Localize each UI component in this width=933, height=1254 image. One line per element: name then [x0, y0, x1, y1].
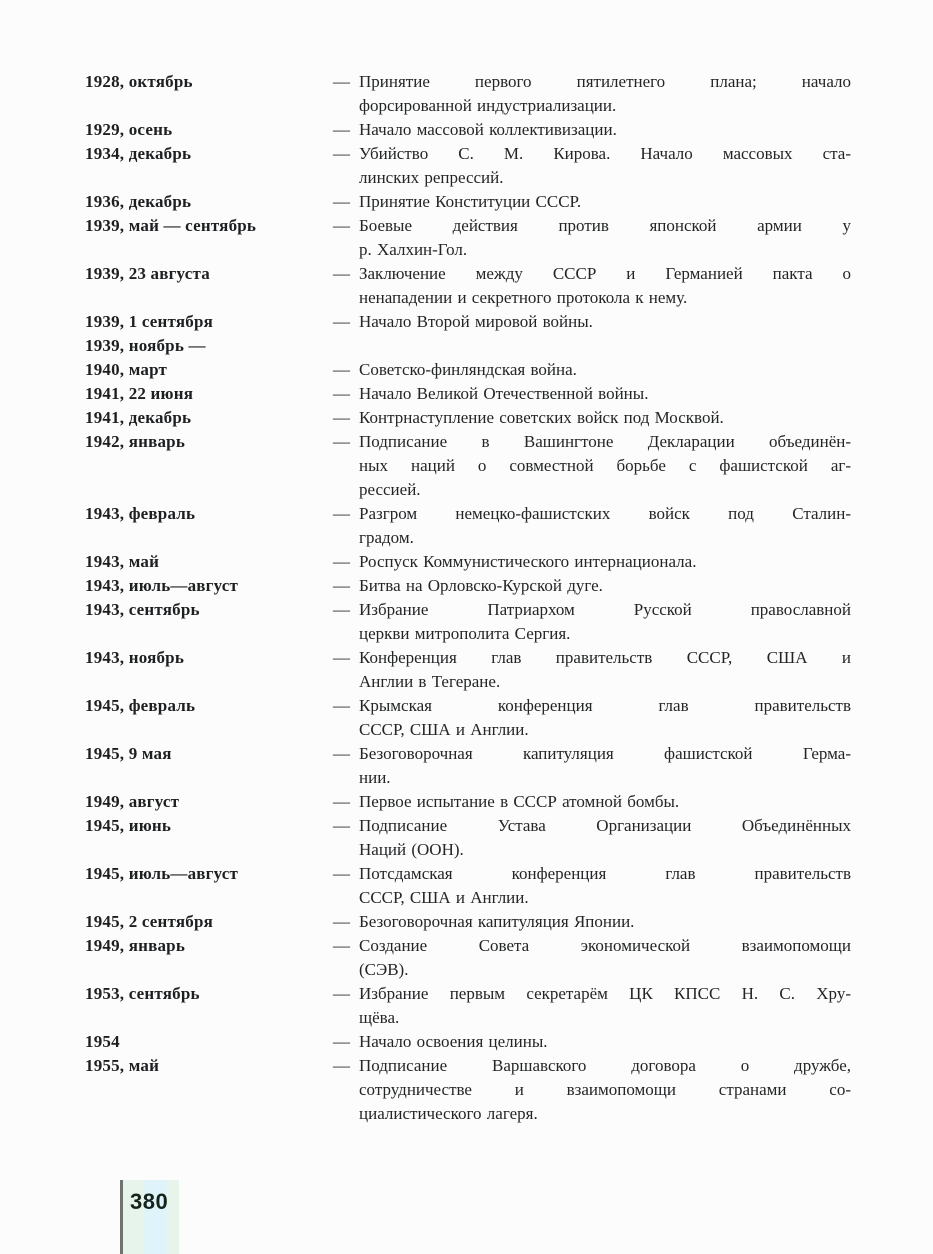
event-line: Англии в Тегеране. — [359, 672, 501, 691]
event-line: Подписание Варшавского договора о дружбе, — [359, 1056, 851, 1075]
entry-dash-separator: — — [333, 816, 350, 835]
entry-date: 1949, январь — [85, 936, 186, 955]
entry-event-text — [359, 910, 851, 934]
entry-dash-separator: — — [333, 120, 350, 139]
event-line: рессией. — [359, 480, 421, 499]
timeline-entry — [85, 358, 851, 382]
entry-event-text — [359, 142, 851, 190]
entry-event-text — [359, 574, 851, 598]
event-line: Боевые действия против японской армии у — [359, 216, 851, 235]
timeline-entry — [85, 310, 851, 334]
event-line: форсированной индустриализации. — [359, 96, 617, 115]
event-line: градом. — [359, 528, 414, 547]
event-line: щёва. — [359, 1008, 400, 1027]
entry-event-text — [359, 406, 851, 430]
entry-event-text — [359, 646, 851, 694]
event-line: Создание Совета экономической взаимопомощи — [359, 936, 851, 955]
timeline-entry — [85, 214, 851, 262]
entry-event-text — [359, 214, 851, 262]
event-line: Разгром немецко-фашистских войск под Сталин- — [359, 504, 851, 523]
event-line: Подписание Устава Организации Объединённых — [359, 816, 851, 835]
entry-date: 1939, май — сентябрь — [85, 216, 257, 235]
event-line: (СЭВ). — [359, 960, 409, 979]
timeline-entry — [85, 550, 851, 574]
entry-date: 1936, декабрь — [85, 192, 192, 211]
timeline-entry — [85, 118, 851, 142]
entry-event-text — [359, 382, 851, 406]
entry-event-text — [359, 190, 851, 214]
entry-dash-separator: — — [333, 408, 350, 427]
entry-dash-separator: — — [333, 216, 350, 235]
entry-event-text — [359, 742, 851, 790]
event-line: ных наций о совместной борьбе с фашистской аг- — [359, 456, 851, 475]
timeline-entry — [85, 814, 851, 862]
entry-date: 1953, сентябрь — [85, 984, 200, 1003]
event-line: Убийство С. М. Кирова. Начало массовых ста- — [359, 144, 851, 163]
entry-dash-separator: — — [333, 1056, 350, 1075]
event-line: Потсдамская конференция глав правительств — [359, 864, 851, 883]
entry-date: 1939, 23 августа — [85, 264, 210, 283]
entry-date: 1941, декабрь — [85, 408, 192, 427]
entry-date: 1955, май — [85, 1056, 160, 1075]
entry-event-text — [359, 502, 851, 550]
entry-event-text — [359, 358, 851, 382]
entry-dash-separator: — — [333, 744, 350, 763]
entry-dash-separator: — — [333, 912, 350, 931]
entry-date: 1943, июль—август — [85, 576, 239, 595]
event-line: р. Халхин-Гол. — [359, 240, 468, 259]
entry-date: 1945, 9 мая — [85, 744, 172, 763]
event-line: Принятие Конституции СССР. — [359, 192, 582, 211]
timeline-entry — [85, 694, 851, 742]
timeline-entry — [85, 646, 851, 694]
entry-dash-separator: — — [333, 312, 350, 331]
timeline-entry — [85, 574, 851, 598]
page-number: 380 — [130, 1189, 169, 1214]
chronology-list — [85, 70, 851, 1126]
entry-date: 1939, ноябрь — — [85, 336, 206, 355]
entry-event-text — [359, 982, 851, 1030]
entry-dash-separator: — — [333, 192, 350, 211]
entry-dash-separator: — — [333, 264, 350, 283]
entry-dash-separator: — — [333, 504, 350, 523]
entry-date: 1943, май — [85, 552, 160, 571]
event-line: линских репрессий. — [359, 168, 504, 187]
entry-event-text — [359, 814, 851, 862]
event-line: Роспуск Коммунистического интернационала. — [359, 552, 697, 571]
event-line: Первое испытание в СССР атомной бомбы. — [359, 792, 680, 811]
entry-date: 1945, июль—август — [85, 864, 239, 883]
event-line: Подписание в Вашингтоне Декларации объединён- — [359, 432, 851, 451]
timeline-entry — [85, 1030, 851, 1054]
timeline-entry — [85, 1054, 851, 1126]
entry-date: 1945, февраль — [85, 696, 196, 715]
entry-dash-separator: — — [333, 72, 350, 91]
event-line: Контрнаступление советских войск под Москвой. — [359, 408, 724, 427]
event-line: Начало массовой коллективизации. — [359, 120, 617, 139]
entry-date: 1943, ноябрь — [85, 648, 185, 667]
timeline-entry — [85, 262, 851, 310]
entry-date: 1945, июнь — [85, 816, 172, 835]
entry-date: 1934, декабрь — [85, 144, 192, 163]
entry-event-text — [359, 430, 851, 502]
entry-event-text — [359, 262, 851, 310]
event-line: Крымская конференция глав правительств — [359, 696, 851, 715]
event-line: Начало освоения целины. — [359, 1032, 548, 1051]
entry-date: 1954 — [85, 1032, 120, 1051]
event-line: Заключение между СССР и Германией пакта о — [359, 264, 851, 283]
entry-date: 1943, февраль — [85, 504, 196, 523]
entry-date: 1949, август — [85, 792, 180, 811]
entry-event-text — [359, 550, 851, 574]
entry-dash-separator: — — [333, 384, 350, 403]
timeline-entry — [85, 790, 851, 814]
entry-event-text — [359, 1030, 851, 1054]
entry-dash-separator: — — [333, 1032, 350, 1051]
entry-event-text — [359, 862, 851, 910]
timeline-entry — [85, 910, 851, 934]
event-line: циалистического лагеря. — [359, 1104, 538, 1123]
entry-dash-separator: — — [333, 792, 350, 811]
timeline-entry — [85, 502, 851, 550]
entry-date: 1939, 1 сентября — [85, 312, 214, 331]
entry-date: 1943, сентябрь — [85, 600, 200, 619]
event-line: сотрудничестве и взаимопомощи странами со- — [359, 1080, 851, 1099]
timeline-entry — [85, 382, 851, 406]
event-line: Безоговорочная капитуляция Японии. — [359, 912, 635, 931]
timeline-entry — [85, 142, 851, 190]
timeline-entry — [85, 430, 851, 502]
entry-date: 1942, январь — [85, 432, 186, 451]
event-line: Советско-финляндская война. — [359, 360, 577, 379]
page-number-badge — [123, 1180, 179, 1254]
timeline-entry — [85, 190, 851, 214]
event-line: церкви митрополита Сергия. — [359, 624, 571, 643]
timeline-entry — [85, 742, 851, 790]
event-line: Безоговорочная капитуляция фашистской Герма- — [359, 744, 851, 763]
event-line: СССР, США и Англии. — [359, 720, 529, 739]
timeline-entry — [85, 862, 851, 910]
entry-date: 1941, 22 июня — [85, 384, 194, 403]
entry-event-text — [359, 1054, 851, 1126]
entry-dash-separator: — — [333, 600, 350, 619]
entry-dash-separator: — — [333, 360, 350, 379]
entry-event-text — [359, 598, 851, 646]
entry-date: 1945, 2 сентября — [85, 912, 214, 931]
entry-event-text — [359, 310, 851, 334]
event-line: Наций (ООН). — [359, 840, 464, 859]
event-line: нии. — [359, 768, 391, 787]
event-line: Начало Второй мировой войны. — [359, 312, 593, 331]
timeline-entry — [85, 598, 851, 646]
event-line: Конференция глав правительств СССР, США и — [359, 648, 851, 667]
entry-event-text — [359, 694, 851, 742]
event-line: ненападении и секретного протокола к нему. — [359, 288, 688, 307]
entry-event-text — [359, 118, 851, 142]
entry-dash-separator: — — [333, 984, 350, 1003]
entry-dash-separator: — — [333, 576, 350, 595]
entry-event-text — [359, 934, 851, 982]
event-line: Избрание Патриархом Русской православной — [359, 600, 851, 619]
entry-dash-separator: — — [333, 552, 350, 571]
entry-dash-separator: — — [333, 936, 350, 955]
entry-dash-separator: — — [333, 696, 350, 715]
timeline-entry — [85, 406, 851, 430]
event-line: Избрание первым секретарём ЦК КПСС Н. С. Хру- — [359, 984, 851, 1003]
entry-date: 1940, март — [85, 360, 168, 379]
entry-date: 1928, октябрь — [85, 72, 193, 91]
entry-dash-separator: — — [333, 144, 350, 163]
entry-event-text — [359, 790, 851, 814]
entry-dash-separator: — — [333, 432, 350, 451]
timeline-entry — [85, 934, 851, 982]
timeline-entry — [85, 70, 851, 118]
event-line: СССР, США и Англии. — [359, 888, 529, 907]
entry-event-text — [359, 70, 851, 118]
event-line: Начало Великой Отечественной войны. — [359, 384, 649, 403]
entry-dash-separator: — — [333, 864, 350, 883]
event-line: Принятие первого пятилетнего плана; начало — [359, 72, 851, 91]
event-line: Битва на Орловско-Курской дуге. — [359, 576, 603, 595]
entry-dash-separator: — — [333, 648, 350, 667]
timeline-entry — [85, 334, 851, 358]
entry-date: 1929, осень — [85, 120, 173, 139]
timeline-entry — [85, 982, 851, 1030]
